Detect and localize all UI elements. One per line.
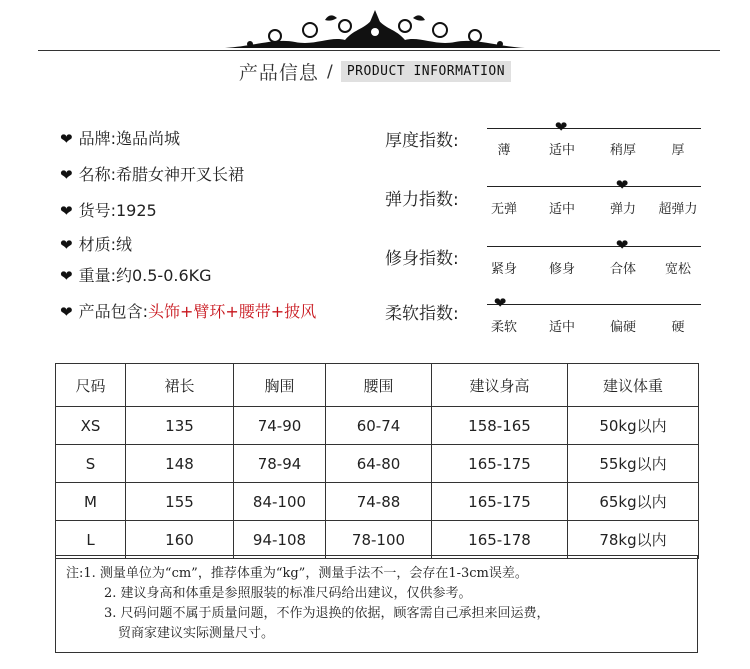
heart-icon: ❤ <box>60 236 73 254</box>
table-cell: 78kg以内 <box>568 521 699 559</box>
index-tick: 硬 <box>671 320 685 335</box>
info-material: ❤ 材质:绒 <box>60 235 132 254</box>
table-cell: 158-165 <box>432 407 568 445</box>
index-tick: 适中 <box>548 320 576 335</box>
index-softness-scale <box>487 304 701 305</box>
note-2: 2. 建议身高和体重是参照服装的标准尺码给出建议，仅供参考。 <box>104 586 472 601</box>
index-tick: 柔软 <box>490 320 518 335</box>
table-cell: 64-80 <box>326 445 432 483</box>
table-cell: 78-94 <box>234 445 326 483</box>
table-cell: 60-74 <box>326 407 432 445</box>
table-cell: 84-100 <box>234 483 326 521</box>
table-cell: 78-100 <box>326 521 432 559</box>
col-header: 尺码 <box>56 364 126 407</box>
table-cell: 74-88 <box>326 483 432 521</box>
info-weight: ❤ 重量:约0.5-0.6KG <box>60 266 212 285</box>
note-3-cont: 贸商家建议实际测量尺寸。 <box>118 626 275 641</box>
index-fit-scale <box>487 246 701 247</box>
table-cell: 165-175 <box>432 445 568 483</box>
index-tick: 宽松 <box>664 262 692 277</box>
notes-box <box>55 555 698 653</box>
index-thickness-marker: ❤ <box>554 117 568 136</box>
index-thickness-label: 厚度指数: <box>385 131 459 151</box>
index-tick: 紧身 <box>490 262 518 277</box>
table-cell: 65kg以内 <box>568 483 699 521</box>
table-cell: 55kg以内 <box>568 445 699 483</box>
index-tick: 偏硬 <box>609 320 637 335</box>
top-divider <box>38 50 720 51</box>
index-elasticity-marker: ❤ <box>615 175 629 194</box>
heart-icon: ❤ <box>60 303 73 321</box>
table-cell: 148 <box>126 445 234 483</box>
table-cell: 155 <box>126 483 234 521</box>
index-softness-label: 柔软指数: <box>385 304 459 324</box>
index-tick: 薄 <box>497 143 511 158</box>
col-header: 建议体重 <box>568 364 699 407</box>
index-fit-label: 修身指数: <box>385 249 459 269</box>
section-title <box>0 58 750 88</box>
decorative-ornament <box>215 8 535 52</box>
col-header: 胸围 <box>234 364 326 407</box>
heart-icon: ❤ <box>60 166 73 184</box>
index-softness-marker: ❤ <box>493 293 507 312</box>
table-row <box>56 407 699 445</box>
index-elasticity-label: 弹力指数: <box>385 190 459 210</box>
table-cell: 74-90 <box>234 407 326 445</box>
info-name: ❤ 名称:希腊女神开叉长裙 <box>60 165 244 184</box>
table-cell: 160 <box>126 521 234 559</box>
index-tick: 弹力 <box>609 202 637 217</box>
table-cell: 165-178 <box>432 521 568 559</box>
index-tick: 适中 <box>548 202 576 217</box>
info-item-no: ❤ 货号:1925 <box>60 201 157 220</box>
info-brand: ❤ 品牌:逸品尚城 <box>60 129 180 148</box>
table-header-row <box>56 364 699 407</box>
col-header: 建议身高 <box>432 364 568 407</box>
index-elasticity-scale <box>487 186 701 187</box>
table-cell: L <box>56 521 126 559</box>
index-tick: 修身 <box>548 262 576 277</box>
table-cell: S <box>56 445 126 483</box>
index-thickness-scale <box>487 128 701 129</box>
table-cell: XS <box>56 407 126 445</box>
table-cell: 165-175 <box>432 483 568 521</box>
index-fit-marker: ❤ <box>615 235 629 254</box>
heart-icon: ❤ <box>60 130 73 148</box>
note-1: 注:1. 测量单位为“cm”，推荐体重为“kg”，测量手法不一，会存在1-3cm误差。 <box>66 566 528 581</box>
table-row <box>56 445 699 483</box>
index-tick: 适中 <box>548 143 576 158</box>
title-cn: 产品信息 <box>238 62 319 84</box>
table-row <box>56 483 699 521</box>
info-includes: ❤ 产品包含:头饰+臂环+腰带+披风 <box>60 302 317 321</box>
heart-icon: ❤ <box>60 267 73 285</box>
col-header: 裙长 <box>126 364 234 407</box>
table-row <box>56 521 699 559</box>
table-cell: 50kg以内 <box>568 407 699 445</box>
title-en: PRODUCT INFORMATION <box>341 61 511 82</box>
index-tick: 超弹力 <box>658 202 698 217</box>
note-3: 3. 尺码问题不属于质量问题，不作为退换的依据，顾客需自己承担来回运费， <box>104 606 550 621</box>
col-header: 腰围 <box>326 364 432 407</box>
title-slash: / <box>327 61 333 82</box>
index-tick: 无弹 <box>490 202 518 217</box>
index-tick: 厚 <box>671 143 685 158</box>
index-tick: 稍厚 <box>609 143 637 158</box>
size-table <box>55 363 699 559</box>
index-tick: 合体 <box>609 262 637 277</box>
table-cell: M <box>56 483 126 521</box>
table-cell: 94-108 <box>234 521 326 559</box>
table-cell: 135 <box>126 407 234 445</box>
heart-icon: ❤ <box>60 202 73 220</box>
